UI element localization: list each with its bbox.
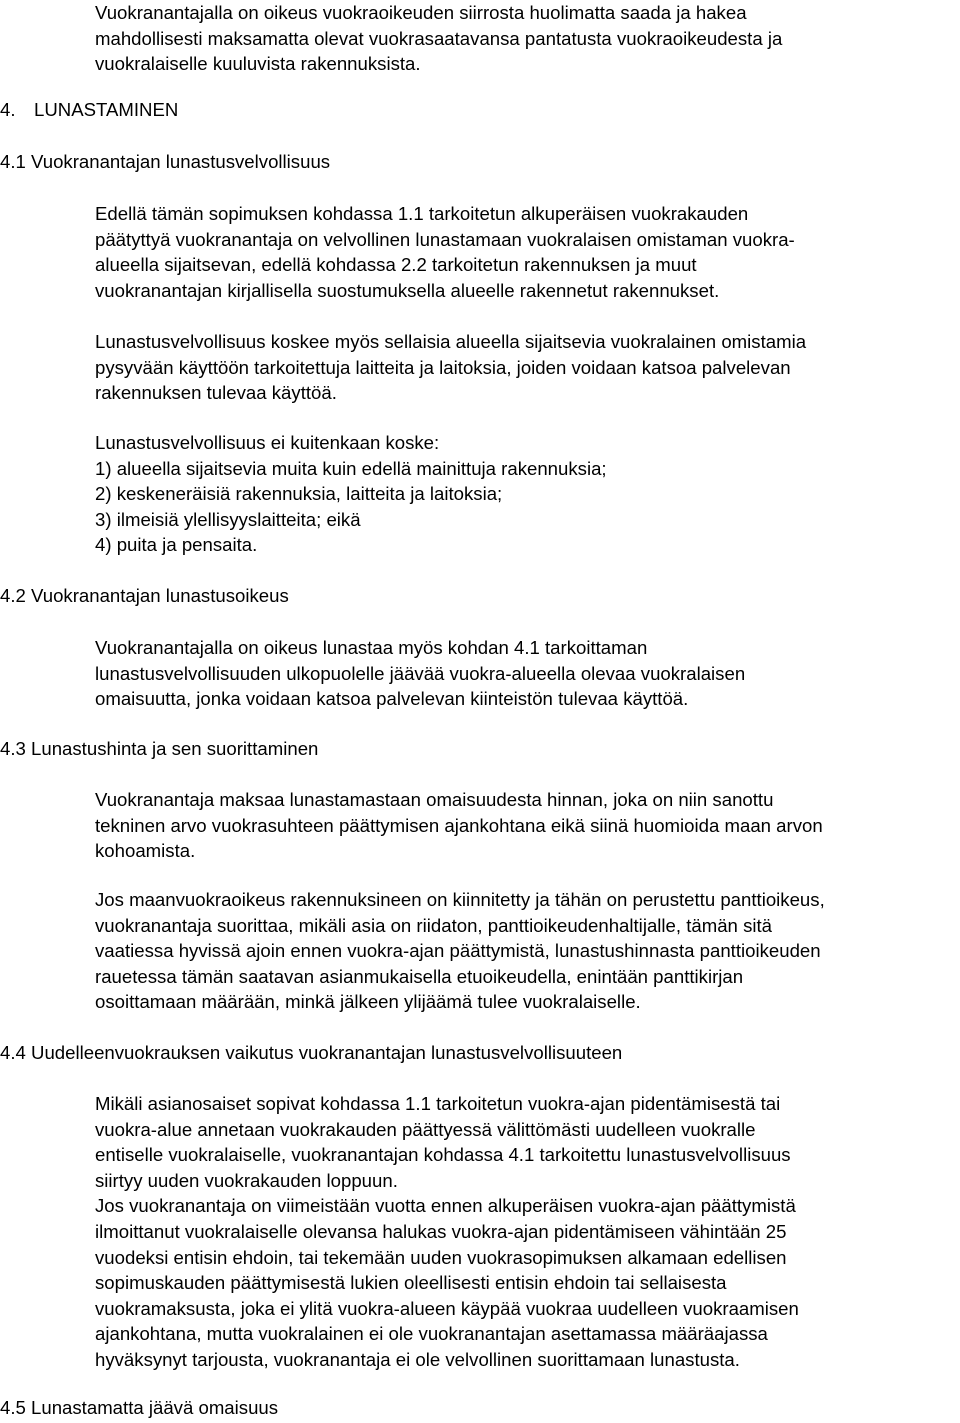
text-line: rakennuksen tulevaa käyttöä. [95,382,337,404]
section-4-4-heading [0,1040,622,1066]
text-line: Mikäli asianosaiset sopivat kohdassa 1.1 tarkoitetun vuokra-ajan pidentämisestä tai [95,1093,781,1114]
section-title: Vuokranantajan lunastusoikeus [25,585,289,606]
section-4-1-paragraph-1 [95,201,960,303]
text-line: kohoamista. [95,840,196,862]
section-number: 4.2 [0,585,26,606]
list-item: 2) keskeneräisiä rakennuksia, laitteita ja laitoksia; [95,483,503,505]
text-line: pysyvään käyttöön tarkoitettuja laitteita ja laitoksia, joiden voidaan katsoa palvelevan [95,356,791,378]
text-line: vuodeksi entisin ehdoin, tai tekemään uuden vuokrasopimuksen alkamaan edellisen [95,1246,787,1268]
text-line: ajankohtana, mutta vuokralainen ei ole vuokranantajan asettamassa määräajassa [95,1323,768,1345]
text-line: mahdollisesti maksamatta olevat vuokrasaatavansa pantatusta vuokraoikeudesta ja [95,27,783,49]
text-line: lunastusvelvollisuuden ulkopuolelle jäävää vuokra-alueella olevaa vuokralaisen [95,662,746,684]
section-number: 4.5 [0,1397,26,1418]
section-4-heading [0,97,178,123]
list-item: 3) ilmeisiä ylellisyyslaitteita; eikä [95,508,361,530]
section-4-3-paragraph-1 [95,787,960,864]
section-title: Lunastamatta jäävä omaisuus [25,1397,279,1418]
intro-paragraph [95,0,960,77]
section-4-2-paragraph-1 [95,635,960,712]
list-intro: Lunastusvelvollisuus ei kuitenkaan koske: [95,432,440,453]
section-4-5-heading [0,1395,278,1421]
text-line: ilmoittanut vuokralaiselle olevansa halukas vuokra-ajan pidentämiseen vähintään 25 [95,1220,787,1242]
text-line: entiselle vuokralaiselle, vuokranantajan kohdassa 4.1 tarkoitettu lunastusvelvollisuus [95,1144,791,1166]
section-4-1-paragraph-2 [95,329,960,406]
section-number: 4.4 [0,1042,26,1063]
section-title: LUNASTAMINEN [34,99,179,120]
section-4-2-heading [0,583,289,609]
text-line: siirtyy uuden vuokrakauden loppuun. [95,1169,398,1191]
text-line: osoittamaan määrään, minkä jälkeen ylijäämä tulee vuokralaiselle. [95,991,641,1013]
text-line: tekninen arvo vuokrasuhteen päättymisen ajankohtana eikä siinä huomioida maan arvon [95,814,823,836]
text-line: vuokranantajan kirjallisella suostumuksella alueelle rakennetut rakennukset. [95,279,720,301]
text-line: rauetessa tämän saatavan asianmukaisella etuoikeudella, enintään panttikirjan [95,965,744,987]
text-line: hyväksynyt tarjousta, vuokranantaja ei ole velvollinen suorittamaan lunastusta. [95,1348,740,1370]
text-line: vuokralaiselle kuuluvista rakennuksista. [95,53,421,75]
text-line: Vuokranantajalla on oikeus vuokraoikeuden siirrosta huolimatta saada ja hakea [95,2,747,23]
section-4-3-paragraph-2 [95,887,960,1015]
section-title: Vuokranantajan lunastusvelvollisuus [25,151,331,172]
text-line: Vuokranantajalla on oikeus lunastaa myös kohdan 4.1 tarkoittaman [95,637,648,658]
section-4-1-heading [0,149,330,175]
text-line: Jos vuokranantaja on viimeistään vuotta ennen alkuperäisen vuokra-ajan päättymistä [95,1195,796,1217]
text-line: vuokramaksusta, joka ei ylitä vuokra-alueen käypää vuokraa uudelleen vuokraamisen [95,1297,799,1319]
section-title: Lunastushinta ja sen suorittaminen [25,738,319,759]
section-number: 4.1 [0,151,26,172]
section-number: 4. [0,99,16,120]
text-line: omaisuutta, jonka voidaan katsoa palvelevan kiinteistön tulevaa käyttöä. [95,688,689,710]
section-4-4-paragraph-1 [95,1091,960,1373]
text-line: vuokra-alue annetaan vuokrakauden päättyessä välittömästi uudelleen vuokralle [95,1118,756,1140]
text-line: sopimuskauden päättymisestä lukien oleellisesti entisin ehdoin tai sellaisesta [95,1272,727,1294]
text-line: päätyttyä vuokranantaja on velvollinen lunastamaan vuokralaisen omistaman vuokra- [95,228,795,250]
text-line: Lunastusvelvollisuus koskee myös sellaisia alueella sijaitsevia vuokralainen omistamia [95,331,807,352]
text-line: Vuokranantaja maksaa lunastamastaan omaisuudesta hinnan, joka on niin sanottu [95,789,774,810]
text-line: Edellä tämän sopimuksen kohdassa 1.1 tarkoitetun alkuperäisen vuokrakauden [95,203,749,224]
text-line: vaatiessa hyvissä ajoin ennen vuokra-ajan päättymistä, lunastushinnasta panttioikeuden [95,940,821,962]
text-line: Jos maanvuokraoikeus rakennuksineen on kiinnitetty ja tähän on perustettu panttioikeus, [95,889,825,910]
text-line: alueella sijaitsevan, edellä kohdassa 2.2 tarkoitetun rakennuksen ja muut [95,254,697,276]
text-line: vuokranantaja suorittaa, mikäli asia on riidaton, panttioikeudenhaltijalle, tämän sitä [95,914,773,936]
section-4-1-exceptions-list [95,430,960,558]
section-number: 4.3 [0,738,26,759]
list-item: 4) puita ja pensaita. [95,534,258,556]
list-item: 1) alueella sijaitsevia muita kuin edellä mainittuja rakennuksia; [95,457,607,479]
section-4-3-heading [0,736,318,762]
section-title: Uudelleenvuokrauksen vaikutus vuokranantajan lunastusvelvollisuuteen [25,1042,623,1063]
